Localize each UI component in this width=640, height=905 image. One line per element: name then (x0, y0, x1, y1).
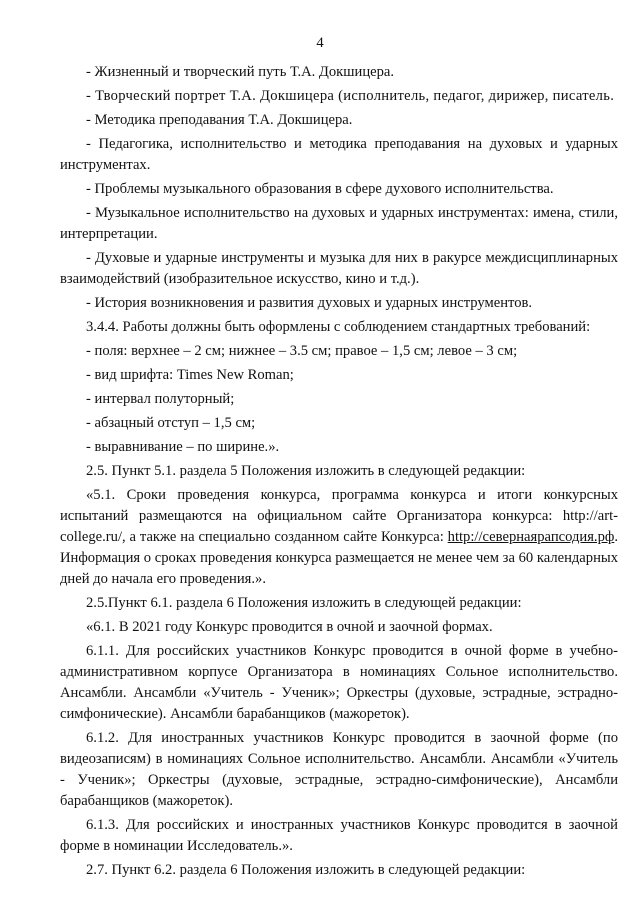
paragraph-5-1: «5.1. Сроки проведения конкурса, программа конкурса и итоги конкурсных испытаний размещаются на официальном сайте Организатора конкурса: http://art-college.ru/, а также на специально созданном сайте Конкурса: http://севернаярапсодия.рф. Информация о сроках проведения конкурса размещается не менее чем за 60 календарных дней до начала его проведения.». (60, 487, 618, 587)
paragraph-6-1-1: 6.1.1. Для российских участников Конкурс проводится в очной форме в учебно-административном корпусе Организатора в номинациях Сольное исполнительство. Ансамбли. Ансамбли «Учитель - Ученик»; Оркестры (духовые, эстрадные, эстрадно-симфонические). Ансамбли барабанщиков (мажореток). (60, 643, 618, 722)
list-item-biography: - Жизненный и творческий путь Т.А. Докшицера. (86, 64, 395, 80)
requirement-indent: - абзацный отступ – 1,5 см; (86, 415, 256, 431)
requirement-alignment: - выравнивание – по ширине.». (86, 439, 280, 455)
requirement-spacing: - интервал полуторный; (86, 391, 235, 407)
list-item-pedagogy: - Педагогика, исполнительство и методика преподавания на духовых и ударных инструментах. (60, 136, 618, 173)
document-body (60, 62, 618, 881)
list-item-music-education: - Проблемы музыкального образования в сфере духового исполнительства. (86, 181, 554, 197)
paragraph-2-5: 2.5. Пункт 5.1. раздела 5 Положения изложить в следующей редакции: (86, 463, 526, 479)
list-item-performance: - Музыкальное исполнительство на духовых и ударных инструментах: имена, стили, интерпретации. (60, 205, 618, 242)
list-item-history: - История возникновения и развития духовых и ударных инструментов. (86, 295, 533, 311)
list-item-interdisciplinary: - Духовые и ударные инструменты и музыка для них в ракурсе междисциплинарных взаимодействий (изобразительное искусство, кино и т.д.). (60, 250, 618, 287)
contest-site-link[interactable]: http://севернаярапсодия.рф (447, 529, 615, 545)
page-number: 4 (316, 35, 324, 51)
requirement-margins: - поля: верхнее – 2 см; нижнее – 3.5 см; правое – 1,5 см; левое – 3 см; (86, 343, 518, 359)
paragraph-2-5-b: 2.5.Пункт 6.1. раздела 6 Положения изложить в следующей редакции: (86, 595, 522, 611)
list-item-creative-portrait: - Творческий портрет Т.А. Докшицера (исполнитель, педагог, дирижер, писатель. (86, 88, 615, 104)
requirement-font: - вид шрифта: Times New Roman; (86, 367, 294, 383)
paragraph-6-1: «6.1. В 2021 году Конкурс проводится в очной и заочной формах. (86, 619, 493, 635)
paragraph-6-1-3: 6.1.3. Для российских и иностранных участников Конкурс проводится в заочной форме в номинации Исследователь.». (60, 817, 618, 854)
paragraph-6-1-2: 6.1.2. Для иностранных участников Конкурс проводится в заочной форме (по видеозаписям) в номинациях Сольное исполнительство. Ансамбли. Ансамбли «Учитель - Ученик»; Оркестры (духовые, эстрадные, эстрадно-симфонические), Ансамбли барабанщиков (мажореток). (60, 730, 618, 809)
list-item-teaching-method: - Методика преподавания Т.А. Докшицера. (86, 112, 353, 128)
paragraph-2-7: 2.7. Пункт 6.2. раздела 6 Положения изложить в следующей редакции: (86, 862, 526, 878)
paragraph-3-4-4: 3.4.4. Работы должны быть оформлены с соблюдением стандартных требований: (86, 319, 591, 335)
